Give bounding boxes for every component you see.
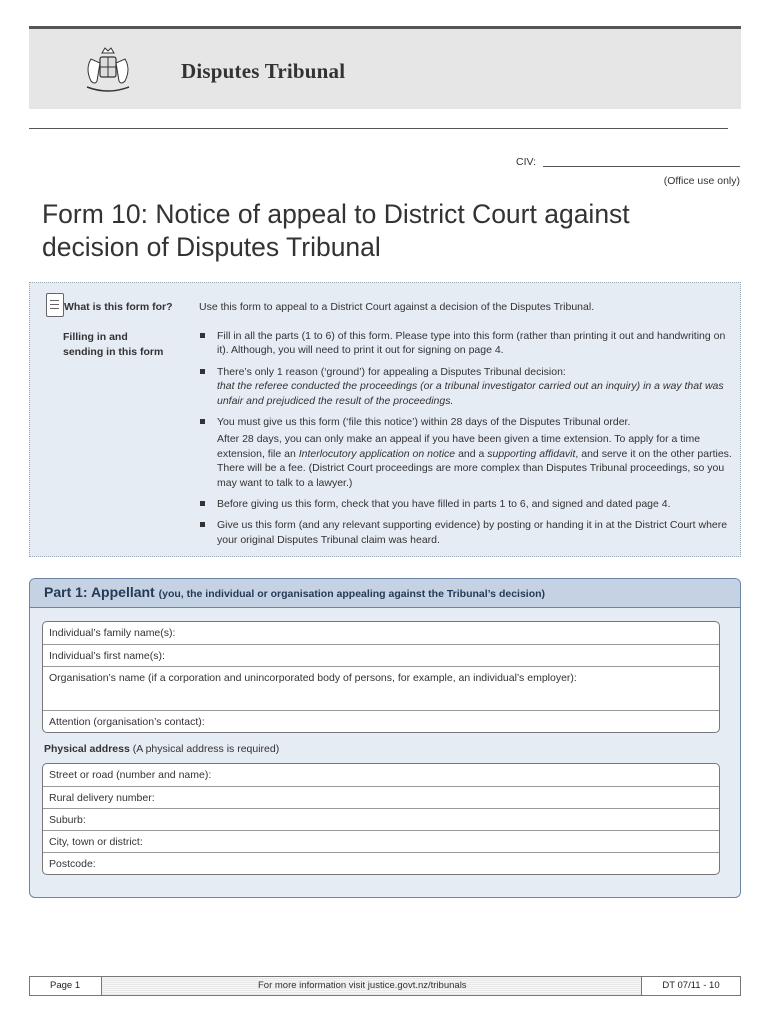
list-item: You must give us this form (‘file this notice’) within 28 days of the Disputes Tribunal order. — [197, 415, 732, 429]
organisation-name-field[interactable]: Organisation’s name (if a corporation and unincorporated body of persons, for example, an individual’s employer): — [43, 666, 719, 710]
attention-field[interactable]: Attention (organisation’s contact): — [43, 710, 719, 732]
document-icon — [46, 293, 64, 317]
postcode-field[interactable]: Postcode: — [43, 852, 719, 874]
family-name-field[interactable]: Individual’s family name(s): — [49, 627, 176, 639]
header-divider — [29, 128, 728, 129]
rural-delivery-field[interactable]: Rural delivery number: — [43, 786, 719, 808]
list-item: Give us this form (and any relevant supporting evidence) by posting or handing it in at the District Court where your original Disputes Tribunal claim was heard. — [197, 518, 732, 547]
page-footer — [29, 976, 741, 996]
city-field[interactable]: City, town or district: — [43, 830, 719, 852]
office-use-note: (Office use only) — [663, 175, 740, 187]
page-number: Page 1 — [30, 977, 102, 995]
filling-heading-line-2: sending in this form — [63, 346, 164, 358]
civ-label: CIV: — [516, 156, 537, 168]
suburb-field[interactable]: Suburb: — [43, 808, 719, 830]
page-title — [42, 198, 742, 264]
street-field[interactable]: Street or road (number and name): — [49, 769, 212, 781]
list-item: Before giving us this form, check that you have filled in parts 1 to 6, and signed and dated page 4. — [197, 497, 732, 511]
what-heading: What is this form for? — [64, 301, 173, 313]
filling-heading-line-1: Filling in and — [63, 331, 128, 343]
header-band — [29, 26, 741, 109]
physical-address-heading: Physical address (A physical address is required) — [44, 743, 280, 755]
coat-of-arms-icon — [77, 43, 139, 97]
instruction-list — [197, 329, 732, 554]
more-info-text: For more information visit justice.govt.nz/tribunals — [258, 980, 467, 991]
title-line-1: Form 10: Notice of appeal to District Court against — [42, 199, 630, 229]
part1-header — [30, 579, 740, 608]
filling-heading — [63, 330, 193, 360]
address-fields — [42, 763, 720, 875]
title-line-2: decision of Disputes Tribunal — [42, 232, 381, 262]
part1-subtitle: (you, the individual or organisation appealing against the Tribunal’s decision) — [158, 588, 546, 600]
civ-field[interactable] — [543, 166, 740, 167]
info-panel — [29, 282, 741, 557]
form-code: DT 07/11 - 10 — [641, 977, 740, 995]
part1-section — [29, 578, 741, 898]
first-name-field[interactable]: Individual’s first name(s): — [43, 644, 719, 666]
list-item: There’s only 1 reason (‘ground’) for appealing a Disputes Tribunal decision: that the referee conducted the proceedings (or a tribunal investigator carried out an inquiry) in a way that was unfair and prejudiced the result of the proceedings. — [197, 365, 732, 408]
org-name: Disputes Tribunal — [181, 59, 346, 83]
part1-title: Part 1: Appellant — [44, 584, 155, 600]
appellant-fields — [42, 621, 720, 733]
what-text: Use this form to appeal to a District Court against a decision of the Disputes Tribunal. — [199, 301, 595, 313]
list-subtext: After 28 days, you can only make an appeal if you have been given a time extension. To apply for a time extension, file an Interlocutory application on notice and a supporting affidavit, and serve it on the other parties. There will be a fee. (District Court proceedings are more complex than Disputes Tribunal proceedings, so you may want to talk to a lawyer.) — [217, 433, 732, 489]
list-item: Fill in all the parts (1 to 6) of this form. Please type into this form (rather than printing it out and handwriting on it). Although, you will need to print it out for signing on page 4. — [197, 329, 732, 358]
